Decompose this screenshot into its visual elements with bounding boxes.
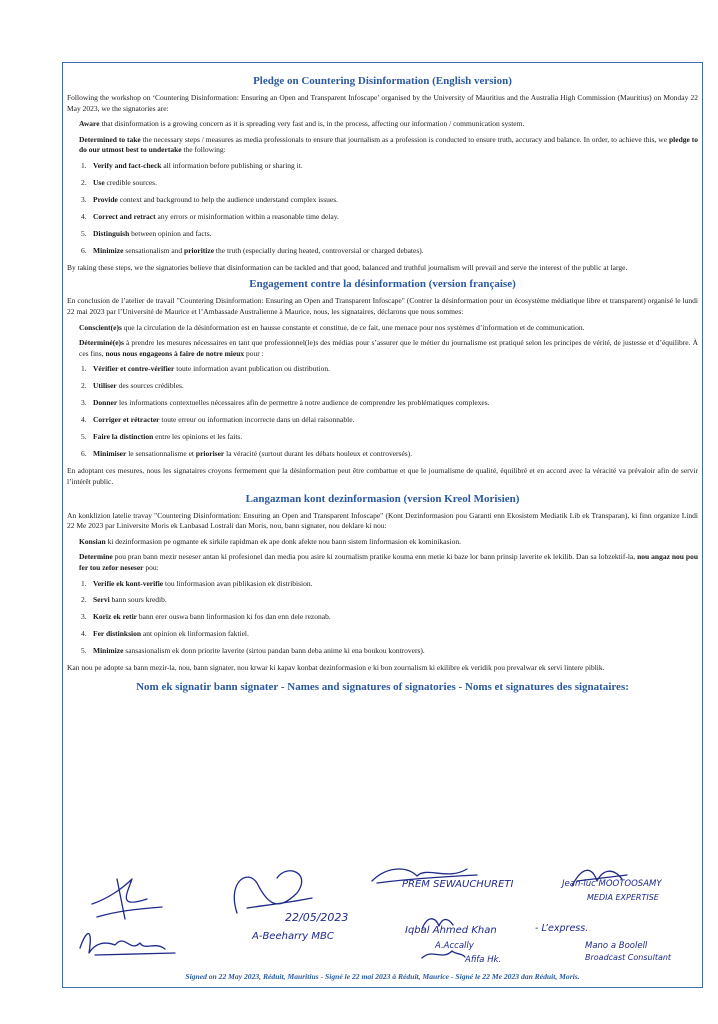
french-determined: Déterminé(e)s à prendre les mesures nécessaires en tant que professionnel(le)s des médias pour s’assurer que le métier du journalisme est pratiqué selon les principes de vérité, de justesse et d’équilibre. À ces fins, nous nous engageons à faire de notre mieux pour : [79,338,698,358]
english-intro: Following the workshop on ‘Countering Disinformation: Ensuring an Open and Transparent Infoscape’ organised by the University of Mauritius and the Australia High Commission (Mauritius) on Monday 22 May 2023, we the signatories are: [67,93,698,113]
handwritten-name: Broadcast Consultant [585,953,672,962]
list-item: 3. Koriz ek retir bann erer ouswa bann linformasion ki fos dan enn dele rezonab. [81,612,331,622]
kreol-title: Langazman kont dezinformasion (version Kreol Morisien) [245,492,520,505]
signed-date-line: Signed on 22 May 2023, Réduit, Mauritius - Signé le 22 mai 2023 à Réduit, Maurice - Signé le 22 Me 2023 dan Réduit, Moris. [185,972,580,981]
handwritten-name: A-Beeharry MBC [252,931,334,942]
signatures-area [67,861,698,971]
list-item: 4. Corriger et rétracter toute erreur ou information incorrecte dans un délai raisonnable. [81,415,355,425]
pledge-body [67,73,698,693]
list-item: 5. Faire la distinction entre les opinions et les faits. [81,432,243,442]
list-item: 4. Correct and retract any errors or misinformation within a reasonable time delay. [81,211,339,221]
pledge-document [62,62,703,988]
list-item: 3. Provide context and background to help the audience understand complex issues. [81,194,339,204]
handwritten-name: Afifa Hk. [465,955,502,965]
list-item: 2. Servi bann sours kredib. [81,595,167,605]
handwritten-name: - L’express. [535,923,589,934]
list-item: 1. Vérifier et contre-vérifier toute information avant publication ou distribution. [81,364,330,374]
french-commitments-list [67,364,698,460]
signatures-title: Nom ek signatir bann signater - Names and signatures of signatories - Noms et signatures des signataires: [136,681,629,694]
french-closing: En adoptant ces mesures, nous les signataires croyons fermement que la désinformation peut être combattue et que le journalisme de qualité, équilibré et en accord avec la véracité va prévaloir afin de servir l’intérêt public. [67,466,698,486]
list-item: 5. Distinguish between opinion and facts. [81,228,212,238]
english-commitments-list [67,161,698,257]
handwritten-name: MEDIA EXPERTISE [587,893,659,902]
kreol-aware: Konsian ki dezinformasion pe ogmante ek sirkile rapidman ek ape donk afekte nou bann sistem linformasion ek kominikasion. [79,536,462,546]
handwritten-name: Jean-luc MOOTOOSAMY [562,879,662,889]
handwritten-name: A.Accally [435,941,474,951]
english-determined: Determined to take the necessary steps / measures as media professionals to ensure that journalism as a profession is conducted to ensure truth, accuracy and balance. In order, to achieve this, we pledge to do our utmost best to undertake the following: [79,134,698,155]
list-item: 4. Fer distinksion ant opinion ek linformasion faktiel. [81,629,249,639]
english-closing: By taking these steps, we the signatories believe that disinformation can be tackled and that good, balanced and truthful journalism will prevail and serve the interest of the public at large. [67,262,628,272]
list-item: 2. Use credible sources. [81,177,157,187]
list-item: 5. Minimize sansasionalism ek donn priorite laverite (sirtou pandan bann deba anime ki ena boukou kontrovers). [81,646,425,656]
french-aware: Conscient(e)s que la circulation de la désinformation est en hausse constante et constitue, de ce fait, une menace pour nos systèmes d’information et de communication. [79,322,585,332]
kreol-determined: Determine pou pran bann mezir neseser antan ki profesionel dan media pou asire ki zournalism pratike kouma enn metie ki baze lor bann prinsip laverite ek lekilib. Dan sa lobzektif-la, nou angaz nou pou fer tou zefor neseser pou: [79,552,698,572]
list-item: 2. Utiliser des sources crédibles. [81,381,184,391]
handwritten-date: 22/05/2023 [285,911,349,924]
kreol-commitments-list [67,579,698,658]
signature-scribble [75,923,185,963]
kreol-closing: Kan nou pe adopte sa bann mezir-la, nou, bann signater, nou krwar ki kapav konbat dezinformasion e ki bon zournalism ki ekilibre ek veridik pou prevalwar ek servi lintere piblik. [67,663,605,673]
list-item: 6. Minimize sensationalism and prioritize the truth (especially during heated, controversial or charged debates). [81,245,424,255]
list-item: 3. Donner les informations contextuelles nécessaires afin de permettre à notre audience de comprendre les problématiques complexes. [81,398,490,408]
handwritten-name: Mano a Boolell [585,941,648,951]
list-item: 1. Verifie ek kont-verifie tou linformasion avan piblikasion ek distribision. [81,578,313,588]
french-title: Engagement contre la désinformation (version française) [249,278,516,291]
english-title: Pledge on Countering Disinformation (English version) [253,75,512,87]
handwritten-name: Iqbal Ahmed Khan [405,925,497,936]
french-intro: En conclusion de l’atelier de travail "Countering Disinformation: Ensuring an Open and Transparent Infoscape" (Contrer la désinformation pour un écosystème médiatique libre et transparent) organisé le lundi 22 mai 2023 par l’Université de Maurice et l’Ambassade Australienne à Maurice, nous, les signataires, déclarons que nous sommes: [67,296,698,317]
signature-scribble [87,869,167,924]
english-aware: Aware that disinformation is a growing concern as it is spreading very fast and is, in the process, affecting our information / communication system. [79,119,525,129]
kreol-intro: An konklizion latelie travay "Countering Disinformation: Ensuring an Open and Transparent Infoscape" (Kont Dezinformasion pou Garanti enn Ekosistem Mediatik Lib ek Transparan), ki finn organize Lindi 22 Me 2023 par Liniversite Moris ek Lanbasad Lostrali dan Moris, nou, bann signater, nou deklare ki nou: [67,510,698,531]
handwritten-name: PREM SEWAUCHURETI [402,879,514,890]
list-item: 6. Minimiser le sensationnalisme et prioriser la véracité (surtout durant les débats houleux et controversés). [81,449,413,459]
list-item: 1. Verify and fact-check all information before publishing or sharing it. [81,160,303,170]
